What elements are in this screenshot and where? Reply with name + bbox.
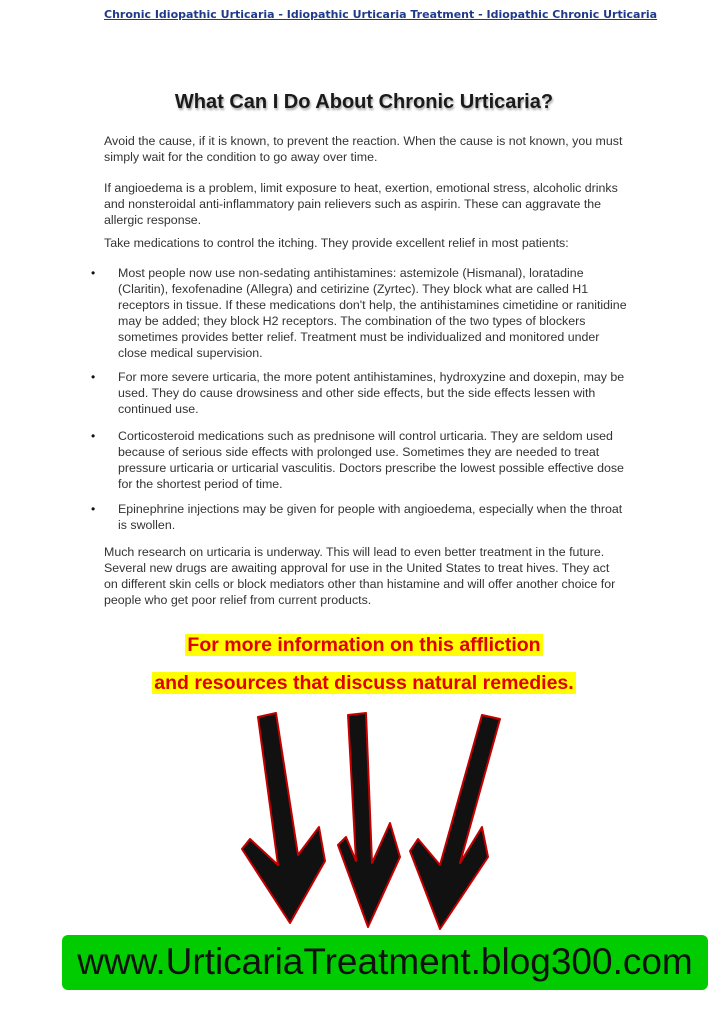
- bullet-antihistamines: Most people now use non-sedating antihistamines: astemizole (Hismanal), loratadine (Claritin), fexofenadine (Allegra) and cetirizine (Zyrtec). They block what are called H1 receptors in tissue. If these medications don't help, the antihistamines cimetidine or ranitidine may be added; they block H2 receptors. The combination of the two types of blockers sometimes provides better relief. Treatment must be individualized and monitored under close medical supervision.: [118, 266, 627, 360]
- header-link[interactable]: Chronic Idiopathic Urticaria - Idiopathic Urticaria Treatment - Idiopathic Chronic Urticaria: [104, 8, 658, 21]
- cta-line-2-text: and resources that discuss natural remedies.: [154, 672, 574, 694]
- paragraph-research: Much research on urticaria is underway. This will lead to even better treatment in the future. Several new drugs are awaiting approval for use in the United States to treat hives. They act on different skin cells or block mediators other than histamine and will offer another choice for people who get poor relief from current products.: [104, 545, 616, 607]
- down-arrow-icon: [410, 715, 500, 929]
- bullet-severe: For more severe urticaria, the more potent antihistamines, hydroxyzine and doxepin, may be used. They do cause drowsiness and other side effects, but the side effects lessen with continued use.: [118, 370, 625, 416]
- url-link[interactable]: www.UrticariaTreatment.blog300.com: [77, 941, 693, 982]
- down-arrows-graphic: [220, 705, 520, 930]
- down-arrow-icon: [242, 713, 325, 923]
- cta-line-1-text: For more information on this affliction: [187, 634, 541, 656]
- bullet-dot: •: [91, 502, 96, 516]
- paragraph-angioedema: If angioedema is a problem, limit exposure to heat, exertion, emotional stress, alcoholic drinks and nonsteroidal anti-inflammatory pain relievers such as aspirin. These can aggravate the allergic response.: [104, 181, 618, 227]
- paragraph-medications: Take medications to control the itching. They provide excellent relief in most patients:: [104, 236, 569, 250]
- bullet-dot: •: [91, 370, 96, 384]
- bullet-dot: •: [91, 429, 96, 443]
- bullet-epinephrine: Epinephrine injections may be given for people with angioedema, especially when the throat is swollen.: [118, 502, 623, 532]
- page-title: What Can I Do About Chronic Urticaria?: [174, 91, 554, 113]
- bullet-dot: •: [91, 266, 96, 280]
- cta-line-1: [0, 631, 728, 659]
- cta-line-2: [0, 669, 728, 697]
- bullet-corticosteroid: Corticosteroid medications such as prednisone will control urticaria. They are seldom used because of serious side effects with prolonged use. Sometimes they are needed to treat pressure urticaria or urticarial vasculitis. Doctors prescribe the lowest possible effective dose for the shortest period of time.: [118, 429, 624, 491]
- down-arrow-icon: [338, 713, 400, 927]
- paragraph-avoid-cause: Avoid the cause, if it is known, to prevent the reaction. When the cause is not known, you must simply wait for the condition to go away over time.: [104, 134, 623, 164]
